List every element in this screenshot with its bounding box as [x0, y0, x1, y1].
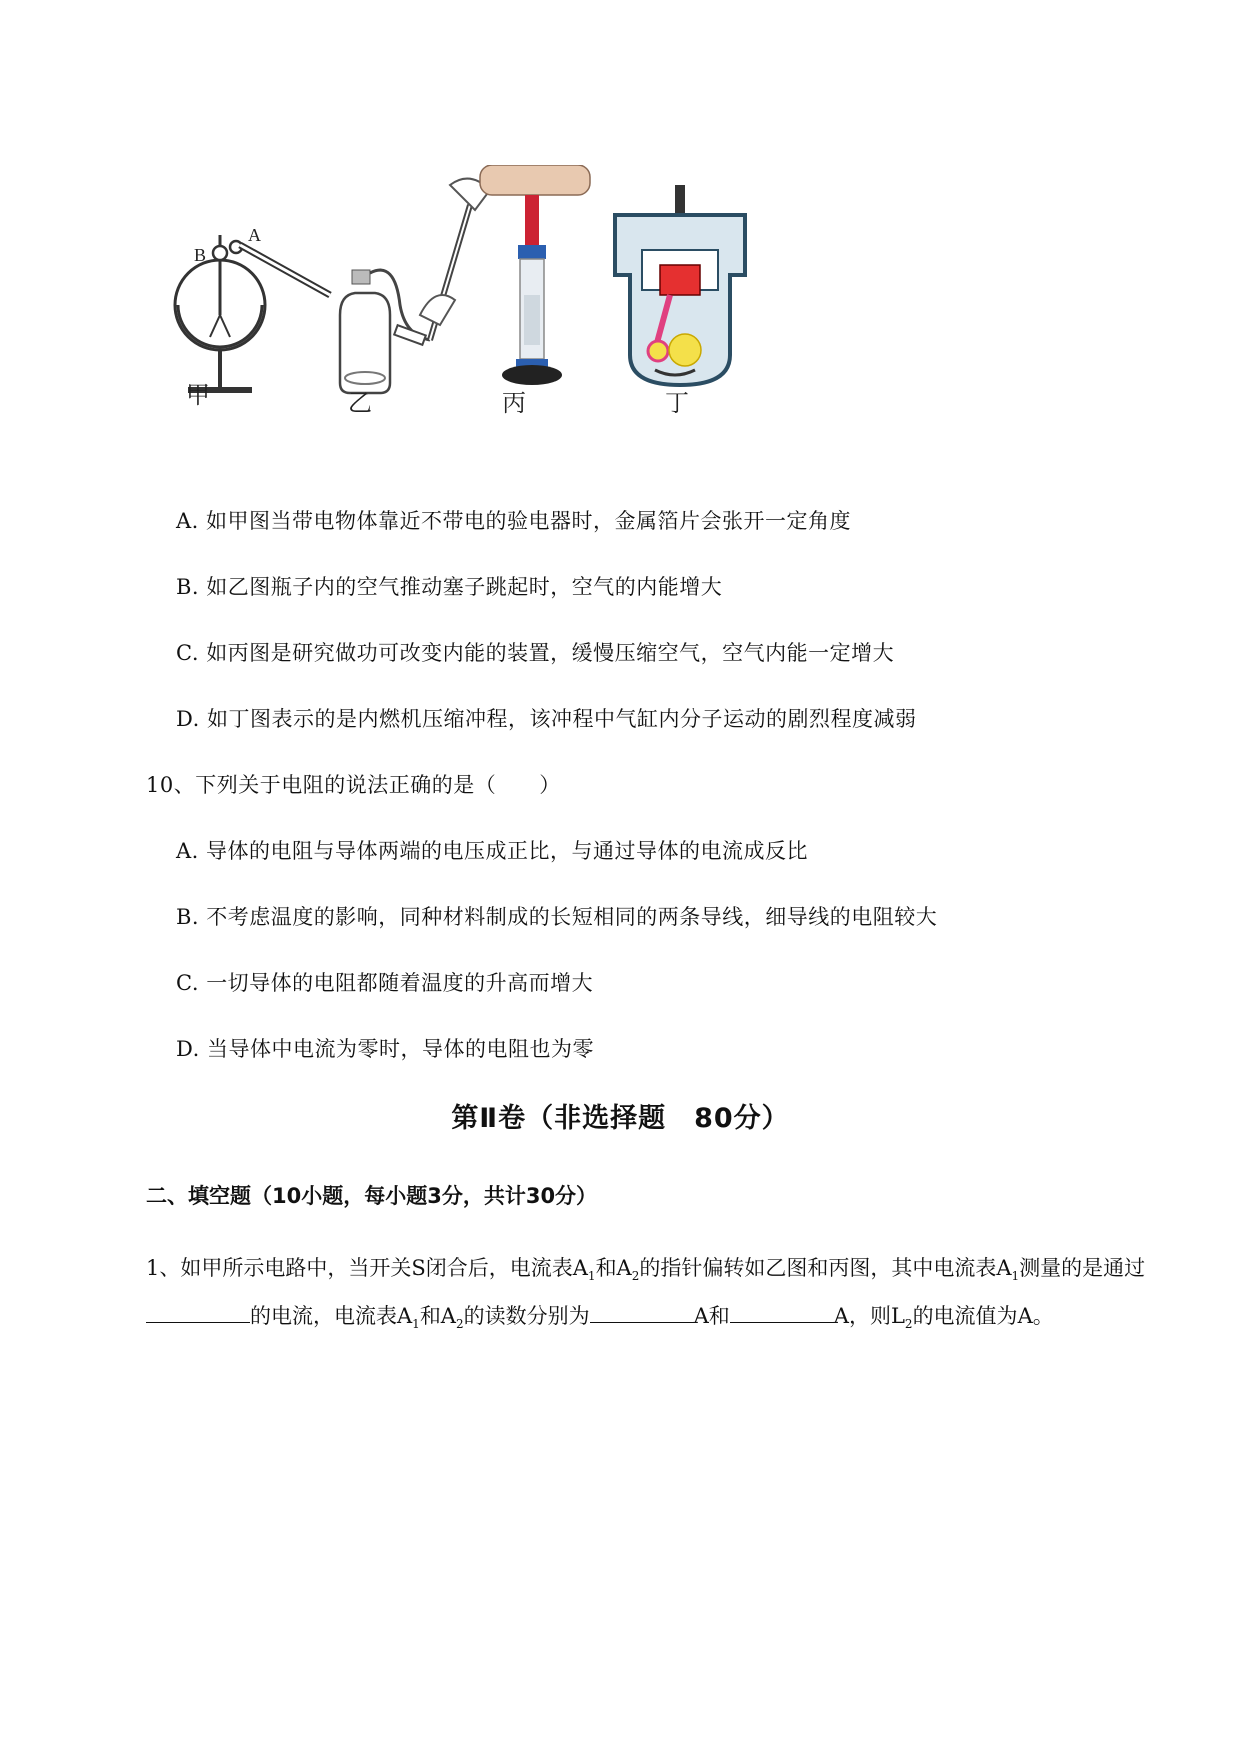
figure-label-ding: 丁 — [665, 389, 689, 417]
q10-stem: 10、下列关于电阻的说法正确的是（ ） — [146, 773, 561, 797]
option-label: B. — [176, 575, 200, 599]
option-text: 如丁图表示的是内燃机压缩冲程，该冲程中气缸内分子运动的剧烈程度减弱 — [206, 707, 917, 731]
letter-a: A — [248, 225, 261, 245]
question-text: 和A — [595, 1256, 632, 1280]
figure-label-bing: 丙 — [502, 389, 526, 417]
bottle-pump-figure — [340, 179, 490, 393]
option-label: B. — [176, 905, 200, 929]
option-label: C. — [176, 641, 199, 665]
option-text: 当导体中电流为零时，导体的电阻也为零 — [206, 1037, 594, 1061]
option-label: A. — [176, 839, 199, 863]
subscript: 2 — [455, 1317, 464, 1332]
q9-option-b — [176, 571, 722, 601]
question-text: 的电流，电流表A — [250, 1304, 413, 1329]
q9-option-a — [176, 505, 851, 535]
option-text: 不考虑温度的影响，同种材料制成的长短相同的两条导线，细导线的电阻较大 — [206, 905, 938, 929]
option-text: 如丙图是研究做功可改变内能的装置，缓慢压缩空气，空气内能一定增大 — [206, 641, 895, 665]
q10-option-b — [176, 901, 937, 931]
subscript: 2 — [904, 1317, 913, 1332]
subscript: 2 — [631, 1269, 640, 1284]
answer-blank-3[interactable] — [730, 1300, 834, 1323]
question-text: 的指针偏转如乙图和丙图，其中电流表A — [639, 1256, 1012, 1280]
figure-label-yi: 乙 — [348, 389, 372, 417]
question-text: A，则L — [833, 1304, 905, 1329]
option-text: 如乙图瓶子内的空气推动塞子跳起时，空气的内能增大 — [206, 575, 723, 599]
subscript: 1 — [587, 1269, 596, 1284]
question-text: 测量的是通过 — [1019, 1256, 1146, 1280]
part-title: 二、填空题（10小题，每小题3分，共计30分） — [146, 1184, 598, 1208]
figure-panel — [170, 165, 830, 465]
answer-blank-2[interactable] — [590, 1300, 694, 1323]
q9-option-d — [176, 703, 916, 733]
electroscope-figure — [175, 225, 330, 393]
compression-cylinder-figure — [480, 165, 590, 385]
letter-b: B — [194, 245, 207, 265]
q10-option-c — [176, 967, 593, 997]
option-label: D. — [176, 707, 200, 731]
q10-option-d — [176, 1033, 594, 1063]
question-text: 的电流值为 — [912, 1304, 1018, 1329]
q10-option-a — [176, 835, 808, 865]
question-text: 和A — [419, 1304, 456, 1329]
figure-label-jia: 甲 — [186, 381, 210, 409]
q9-option-c — [176, 637, 894, 667]
subscript: 1 — [412, 1317, 420, 1332]
option-label: D. — [176, 1037, 200, 1061]
option-text: 导体的电阻与导体两端的电压成正比，与通过导体的电流成反比 — [206, 839, 809, 863]
question-text: A和 — [693, 1304, 730, 1329]
question-text: 1、如甲所示电路中，当开关S闭合后，电流表A — [146, 1256, 588, 1280]
section-title: 第Ⅱ卷（非选择题 80分） — [451, 1103, 790, 1134]
subscript: 1 — [1011, 1269, 1020, 1284]
option-text: 如甲图当带电物体靠近不带电的验电器时，金属箔片会张开一定角度 — [206, 509, 852, 533]
option-label: A. — [176, 509, 199, 533]
engine-figure — [615, 185, 745, 385]
option-label: C. — [176, 971, 199, 995]
option-text: 一切导体的电阻都随着温度的升高而增大 — [206, 971, 594, 995]
answer-blank-1[interactable] — [146, 1300, 250, 1323]
experiment-figures — [170, 165, 830, 465]
question-text: 的读数分别为 — [463, 1304, 590, 1329]
fill-question-1 — [146, 1248, 1156, 1344]
question-text: A。 — [1017, 1304, 1054, 1329]
